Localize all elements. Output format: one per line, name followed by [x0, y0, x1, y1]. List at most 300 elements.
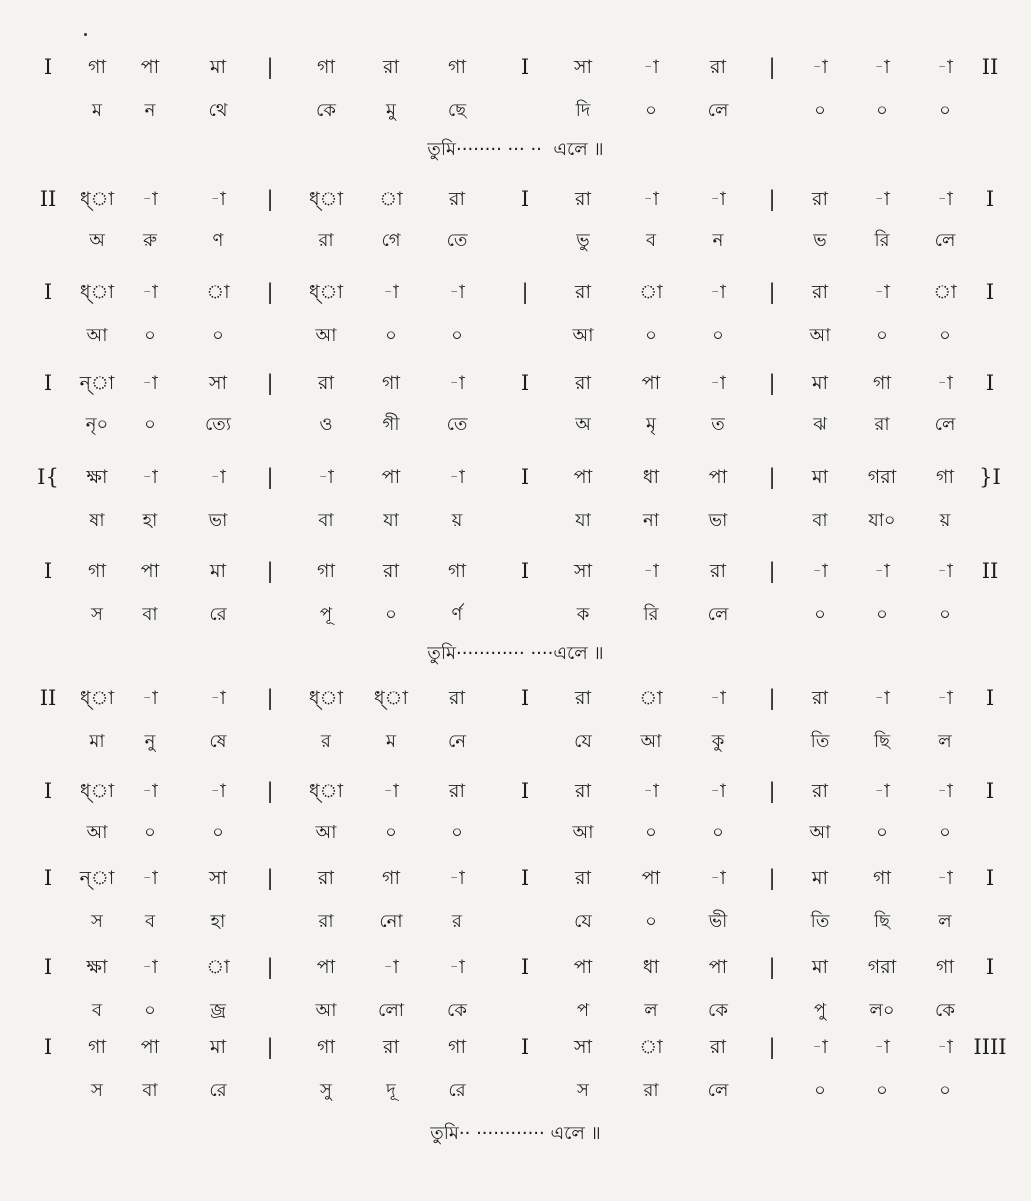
swara-note: রা	[449, 780, 465, 802]
swara-note: -া	[383, 956, 399, 978]
swara-note: রা	[575, 372, 591, 394]
swara-note: ধ্া	[80, 188, 114, 210]
lyric-syllable: আ	[315, 325, 337, 346]
bar-close: I	[985, 280, 995, 304]
bar-open: I	[43, 559, 53, 583]
lyric-syllable: রে	[209, 1080, 227, 1101]
lyric-syllable: লে	[934, 414, 956, 435]
swara-note: -া	[643, 56, 659, 78]
bar-close: I	[985, 866, 995, 890]
lyric-syllable: ০	[451, 325, 463, 346]
swara-note: ক্ষা	[86, 466, 108, 488]
lyric-syllable: লে	[707, 100, 729, 121]
bar-open: II	[39, 187, 57, 211]
swara-note: ধা	[642, 466, 660, 488]
lyric-syllable: তে	[446, 414, 468, 435]
swara-note: গরা	[867, 956, 897, 978]
swara-note: -া	[874, 188, 890, 210]
swara-note: ধ্া	[80, 780, 114, 802]
lyric-syllable: র্ণ	[451, 604, 463, 625]
lyric-syllable: ০	[451, 822, 463, 843]
lyric-syllable: লো	[378, 1000, 404, 1021]
lyric-syllable: মৃ	[646, 414, 656, 435]
bar-line: |	[266, 280, 274, 304]
bar-close: I	[985, 371, 995, 395]
swara-note: ন্া	[79, 372, 115, 394]
swara-note: পা	[140, 1036, 160, 1058]
bar-open: I	[43, 779, 53, 803]
swara-note: রা	[812, 687, 828, 709]
lyric-syllable: আ	[572, 822, 594, 843]
bar-line: I	[520, 187, 530, 211]
lyric-row	[0, 727, 1031, 757]
bar-line: |	[521, 280, 529, 304]
swara-note: -া	[449, 281, 465, 303]
lyric-row	[0, 818, 1031, 848]
swara-note: -া	[937, 687, 953, 709]
refrain-line: তুমি·· ············ এলে ॥	[430, 1123, 601, 1144]
bar-line: |	[266, 187, 274, 211]
swara-note: -া	[937, 188, 953, 210]
lyric-syllable: কু	[711, 731, 725, 752]
lyric-syllable: স	[577, 1080, 589, 1101]
swara-note: -া	[710, 281, 726, 303]
swara-note: সা	[208, 867, 228, 889]
lyric-syllable: ০	[645, 822, 657, 843]
lyric-syllable: ল	[644, 1000, 658, 1021]
lyric-syllable: ছে	[447, 100, 467, 121]
swara-note: রা	[383, 1036, 399, 1058]
lyric-syllable: ভা	[708, 510, 728, 531]
swara-note: -া	[937, 560, 953, 582]
swara-note: মা	[811, 466, 829, 488]
swara-note: গা	[448, 560, 466, 582]
lyric-row	[0, 907, 1031, 937]
lyric-syllable: ম	[386, 731, 396, 752]
swara-row	[0, 52, 1031, 82]
bar-line: |	[768, 55, 776, 79]
swara-note: পা	[641, 867, 661, 889]
swara-note: -া	[142, 687, 158, 709]
lyric-syllable: ভ	[813, 230, 827, 251]
swara-row	[0, 368, 1031, 398]
lyric-syllable: আ	[315, 1000, 337, 1021]
lyric-syllable: তে	[446, 230, 468, 251]
bar-line: |	[266, 465, 274, 489]
bar-line: |	[768, 559, 776, 583]
lyric-syllable: নে	[447, 731, 467, 752]
lyric-syllable: কে	[935, 1000, 955, 1021]
lyric-syllable: গী	[382, 414, 400, 435]
swara-note: রা	[449, 687, 465, 709]
bar-open: I	[43, 280, 53, 304]
lyric-syllable: বা	[318, 510, 334, 531]
swara-note: সা	[573, 56, 593, 78]
lyric-syllable: ০	[144, 414, 156, 435]
swara-note: রা	[575, 687, 591, 709]
bar-line: I	[520, 559, 530, 583]
bar-line: |	[266, 955, 274, 979]
bar-close: I	[985, 779, 995, 803]
swara-row	[0, 184, 1031, 214]
swara-note: -া	[449, 956, 465, 978]
lyric-syllable: ০	[144, 822, 156, 843]
bar-line: I	[520, 55, 530, 79]
bar-line: |	[266, 1035, 274, 1059]
lyric-syllable: ০	[939, 822, 951, 843]
lyric-syllable: ল০	[869, 1000, 895, 1021]
lyric-syllable: রি	[643, 604, 659, 625]
swara-note: রা	[575, 281, 591, 303]
swara-note: ধ্া	[309, 687, 343, 709]
swara-note: মা	[209, 56, 227, 78]
lyric-syllable: হা	[142, 510, 158, 531]
swara-note: -া	[937, 867, 953, 889]
swara-note: ক্ষা	[86, 956, 108, 978]
swara-note: ধ্া	[309, 188, 343, 210]
swara-note: -া	[210, 780, 226, 802]
lyric-syllable: ষা	[89, 510, 105, 531]
swara-note: -া	[142, 867, 158, 889]
lyric-syllable: বা	[812, 510, 828, 531]
lyric-syllable: ব	[645, 230, 657, 251]
lyric-syllable: স	[91, 604, 103, 625]
lyric-syllable: কে	[708, 1000, 728, 1021]
swara-note: -া	[812, 1036, 828, 1058]
bar-open: II	[39, 686, 57, 710]
swara-note: -া	[643, 560, 659, 582]
swara-note: -া	[812, 560, 828, 582]
lyric-syllable: যা০	[868, 510, 896, 531]
lyric-syllable: বা	[142, 604, 158, 625]
lyric-syllable: রা	[643, 1080, 659, 1101]
swara-row	[0, 277, 1031, 307]
swara-note: গা	[88, 560, 106, 582]
lyric-syllable: ন	[144, 100, 156, 121]
bar-line: I	[520, 1035, 530, 1059]
swara-note: -া	[710, 780, 726, 802]
bar-open: I	[43, 55, 53, 79]
swara-note: গা	[88, 56, 106, 78]
swara-note: -া	[874, 281, 890, 303]
swara-note: -া	[710, 372, 726, 394]
swara-note: ধা	[642, 956, 660, 978]
swara-note: রা	[383, 56, 399, 78]
bar-open: I{	[37, 465, 59, 489]
swara-note: রা	[710, 56, 726, 78]
bar-line: |	[768, 280, 776, 304]
lyric-syllable: রি	[874, 230, 890, 251]
lyric-syllable: যে	[574, 731, 592, 752]
swara-note: পা	[573, 466, 593, 488]
swara-note: া	[933, 281, 957, 303]
lyric-syllable: আ	[86, 325, 108, 346]
bar-line: |	[768, 371, 776, 395]
lyric-syllable: ০	[939, 325, 951, 346]
lyric-syllable: যে	[574, 911, 592, 932]
lyric-syllable: রে	[448, 1080, 466, 1101]
lyric-syllable: না	[643, 510, 659, 531]
swara-note: পা	[381, 466, 401, 488]
bar-line: |	[768, 779, 776, 803]
swara-note: গা	[448, 56, 466, 78]
lyric-syllable: হা	[210, 911, 226, 932]
lyric-syllable: ০	[212, 325, 224, 346]
swara-note: গা	[382, 372, 400, 394]
refrain-line: তুমি········ ··· ·· এলে ॥	[427, 139, 604, 160]
lyric-syllable: ০	[385, 604, 397, 625]
lyric-syllable: নু	[144, 731, 156, 752]
lyric-row	[0, 600, 1031, 630]
swara-note: -া	[874, 687, 890, 709]
bar-line: |	[768, 465, 776, 489]
lyric-syllable: পূ	[319, 604, 333, 625]
lyric-syllable: স	[91, 1080, 103, 1101]
lyric-row	[0, 410, 1031, 440]
swara-note: রা	[710, 560, 726, 582]
swara-note: রা	[449, 188, 465, 210]
lyric-syllable: ছি	[873, 731, 891, 752]
lyric-row	[0, 996, 1031, 1026]
bar-line: I	[520, 465, 530, 489]
lyric-syllable: য়	[939, 510, 951, 531]
lyric-syllable: লে	[707, 604, 729, 625]
bar-line: I	[520, 371, 530, 395]
lyric-syllable: রা	[318, 911, 334, 932]
ink-speck	[84, 33, 87, 36]
lyric-syllable: গে	[381, 230, 401, 251]
lyric-syllable: ০	[814, 604, 826, 625]
swara-note: া	[379, 188, 403, 210]
bar-close: II	[981, 559, 999, 583]
swara-row	[0, 1032, 1031, 1062]
lyric-syllable: প	[576, 1000, 590, 1021]
lyric-syllable: তি	[810, 731, 830, 752]
lyric-syllable: ০	[712, 822, 724, 843]
lyric-syllable: ঝ	[813, 414, 827, 435]
swara-note: া	[206, 281, 230, 303]
swara-note: -া	[383, 780, 399, 802]
bar-line: |	[266, 779, 274, 803]
bar-close: IIII	[973, 1035, 1007, 1059]
swara-note: ধ্া	[309, 281, 343, 303]
swara-note: া	[206, 956, 230, 978]
lyric-syllable: রু	[143, 230, 157, 251]
lyric-syllable: ০	[876, 822, 888, 843]
swara-note: -া	[449, 867, 465, 889]
lyric-syllable: লে	[707, 1080, 729, 1101]
lyric-syllable: ব	[144, 911, 156, 932]
swara-note: মা	[811, 867, 829, 889]
lyric-syllable: দূ	[386, 1080, 396, 1101]
lyric-syllable: রে	[209, 604, 227, 625]
bar-line: |	[768, 686, 776, 710]
swara-note: -া	[812, 56, 828, 78]
swara-note: সা	[573, 1036, 593, 1058]
swara-note: পা	[708, 956, 728, 978]
swara-note: গা	[936, 466, 954, 488]
refrain-line: তুমি············ ····এলে ॥	[427, 643, 604, 664]
swara-note: রা	[812, 281, 828, 303]
lyric-syllable: র	[321, 731, 331, 752]
swara-note: -া	[449, 466, 465, 488]
swara-note: -া	[710, 867, 726, 889]
swara-note: পা	[641, 372, 661, 394]
swara-note: মা	[811, 372, 829, 394]
lyric-syllable: যা	[575, 510, 591, 531]
lyric-syllable: ০	[814, 1080, 826, 1101]
bar-open: I	[43, 866, 53, 890]
swara-note: রা	[812, 188, 828, 210]
swara-note: -া	[210, 466, 226, 488]
swara-note: পা	[708, 466, 728, 488]
swara-row	[0, 462, 1031, 492]
bar-line: I	[520, 779, 530, 803]
lyric-syllable: ০	[385, 325, 397, 346]
swara-note: -া	[142, 372, 158, 394]
lyric-row	[0, 506, 1031, 536]
swara-note: -া	[937, 372, 953, 394]
swara-note: -া	[449, 372, 465, 394]
lyric-syllable: রা	[318, 230, 334, 251]
swara-note: রা	[318, 867, 334, 889]
bar-close: I	[985, 686, 995, 710]
lyric-syllable: ০	[876, 604, 888, 625]
swara-note: -া	[142, 466, 158, 488]
bar-line: |	[768, 1035, 776, 1059]
swara-row	[0, 952, 1031, 982]
swara-note: মা	[209, 560, 227, 582]
swara-note: রা	[812, 780, 828, 802]
lyric-syllable: লে	[934, 230, 956, 251]
bar-close: I	[985, 187, 995, 211]
swara-note: -া	[710, 188, 726, 210]
lyric-syllable: য়	[451, 510, 463, 531]
lyric-syllable: ষে	[209, 731, 227, 752]
lyric-syllable: ০	[814, 100, 826, 121]
lyric-syllable: সু	[320, 1080, 332, 1101]
lyric-syllable: আ	[809, 325, 831, 346]
bar-line: |	[768, 187, 776, 211]
bar-line: I	[520, 955, 530, 979]
swara-note: গরা	[867, 466, 897, 488]
lyric-syllable: অ	[575, 414, 591, 435]
swara-note: গা	[448, 1036, 466, 1058]
swara-note: গা	[936, 956, 954, 978]
lyric-syllable: দি	[575, 100, 591, 121]
lyric-syllable: ০	[939, 100, 951, 121]
swara-note: ধ্া	[80, 281, 114, 303]
swara-note: গা	[382, 867, 400, 889]
lyric-syllable: স	[91, 911, 103, 932]
lyric-syllable: ০	[876, 1080, 888, 1101]
lyric-syllable: ০	[939, 604, 951, 625]
swara-row	[0, 683, 1031, 713]
lyric-syllable: ক	[576, 604, 590, 625]
lyric-syllable: মা	[89, 731, 105, 752]
lyric-syllable: যা	[383, 510, 399, 531]
bar-close: }I	[979, 465, 1001, 489]
lyric-syllable: ল	[938, 911, 952, 932]
swara-note: মা	[811, 956, 829, 978]
swara-note: -া	[710, 687, 726, 709]
bar-close: II	[981, 55, 999, 79]
swara-note: রা	[575, 867, 591, 889]
lyric-row	[0, 1076, 1031, 1106]
swara-note: -া	[142, 780, 158, 802]
swara-note: ন্া	[79, 867, 115, 889]
swara-note: া	[639, 281, 663, 303]
lyric-syllable: নৃ০	[85, 414, 109, 435]
lyric-syllable: ত	[711, 414, 725, 435]
lyric-syllable: ০	[144, 1000, 156, 1021]
swara-note: -া	[937, 780, 953, 802]
lyric-syllable: ০	[876, 100, 888, 121]
swara-note: পা	[140, 560, 160, 582]
swara-note: মা	[209, 1036, 227, 1058]
swara-note: -া	[937, 56, 953, 78]
lyric-syllable: আ	[315, 822, 337, 843]
lyric-syllable: ব	[91, 1000, 103, 1021]
swara-note: গা	[317, 560, 335, 582]
swara-note: ধ্া	[374, 687, 408, 709]
lyric-syllable: ম	[92, 100, 102, 121]
lyric-syllable: ০	[645, 911, 657, 932]
lyric-syllable: র	[452, 911, 462, 932]
lyric-row	[0, 226, 1031, 256]
swara-row	[0, 556, 1031, 586]
lyric-syllable: ভু	[576, 230, 590, 251]
bar-line: |	[266, 559, 274, 583]
swara-note: -া	[643, 188, 659, 210]
lyric-syllable: নো	[379, 911, 403, 932]
swara-note: -া	[937, 1036, 953, 1058]
lyric-syllable: ণ	[212, 230, 224, 251]
lyric-syllable: বা	[142, 1080, 158, 1101]
swara-note: গা	[873, 867, 891, 889]
swara-note: -া	[874, 56, 890, 78]
swara-note: রা	[575, 188, 591, 210]
swara-note: -া	[874, 780, 890, 802]
lyric-syllable: আ	[809, 822, 831, 843]
bar-line: |	[266, 55, 274, 79]
swara-note: -া	[643, 780, 659, 802]
swara-note: -া	[383, 281, 399, 303]
lyric-row	[0, 321, 1031, 351]
lyric-syllable: আ	[640, 731, 662, 752]
lyric-syllable: ০	[712, 325, 724, 346]
lyric-syllable: ০	[645, 325, 657, 346]
swara-note: -া	[318, 466, 334, 488]
lyric-syllable: ০	[645, 100, 657, 121]
bar-close: I	[985, 955, 995, 979]
lyric-syllable: জ্র	[210, 1000, 226, 1021]
lyric-syllable: ০	[144, 325, 156, 346]
swara-note: -া	[142, 281, 158, 303]
bar-open: I	[43, 371, 53, 395]
lyric-syllable: আ	[86, 822, 108, 843]
swara-note: গা	[317, 1036, 335, 1058]
swara-note: রা	[575, 780, 591, 802]
swara-note: গা	[317, 56, 335, 78]
lyric-syllable: কে	[447, 1000, 467, 1021]
lyric-syllable: তি	[810, 911, 830, 932]
swara-note: পা	[316, 956, 336, 978]
swara-note: সা	[573, 560, 593, 582]
swara-note: ধ্া	[80, 687, 114, 709]
swara-row	[0, 776, 1031, 806]
swara-note: ধ্া	[309, 780, 343, 802]
